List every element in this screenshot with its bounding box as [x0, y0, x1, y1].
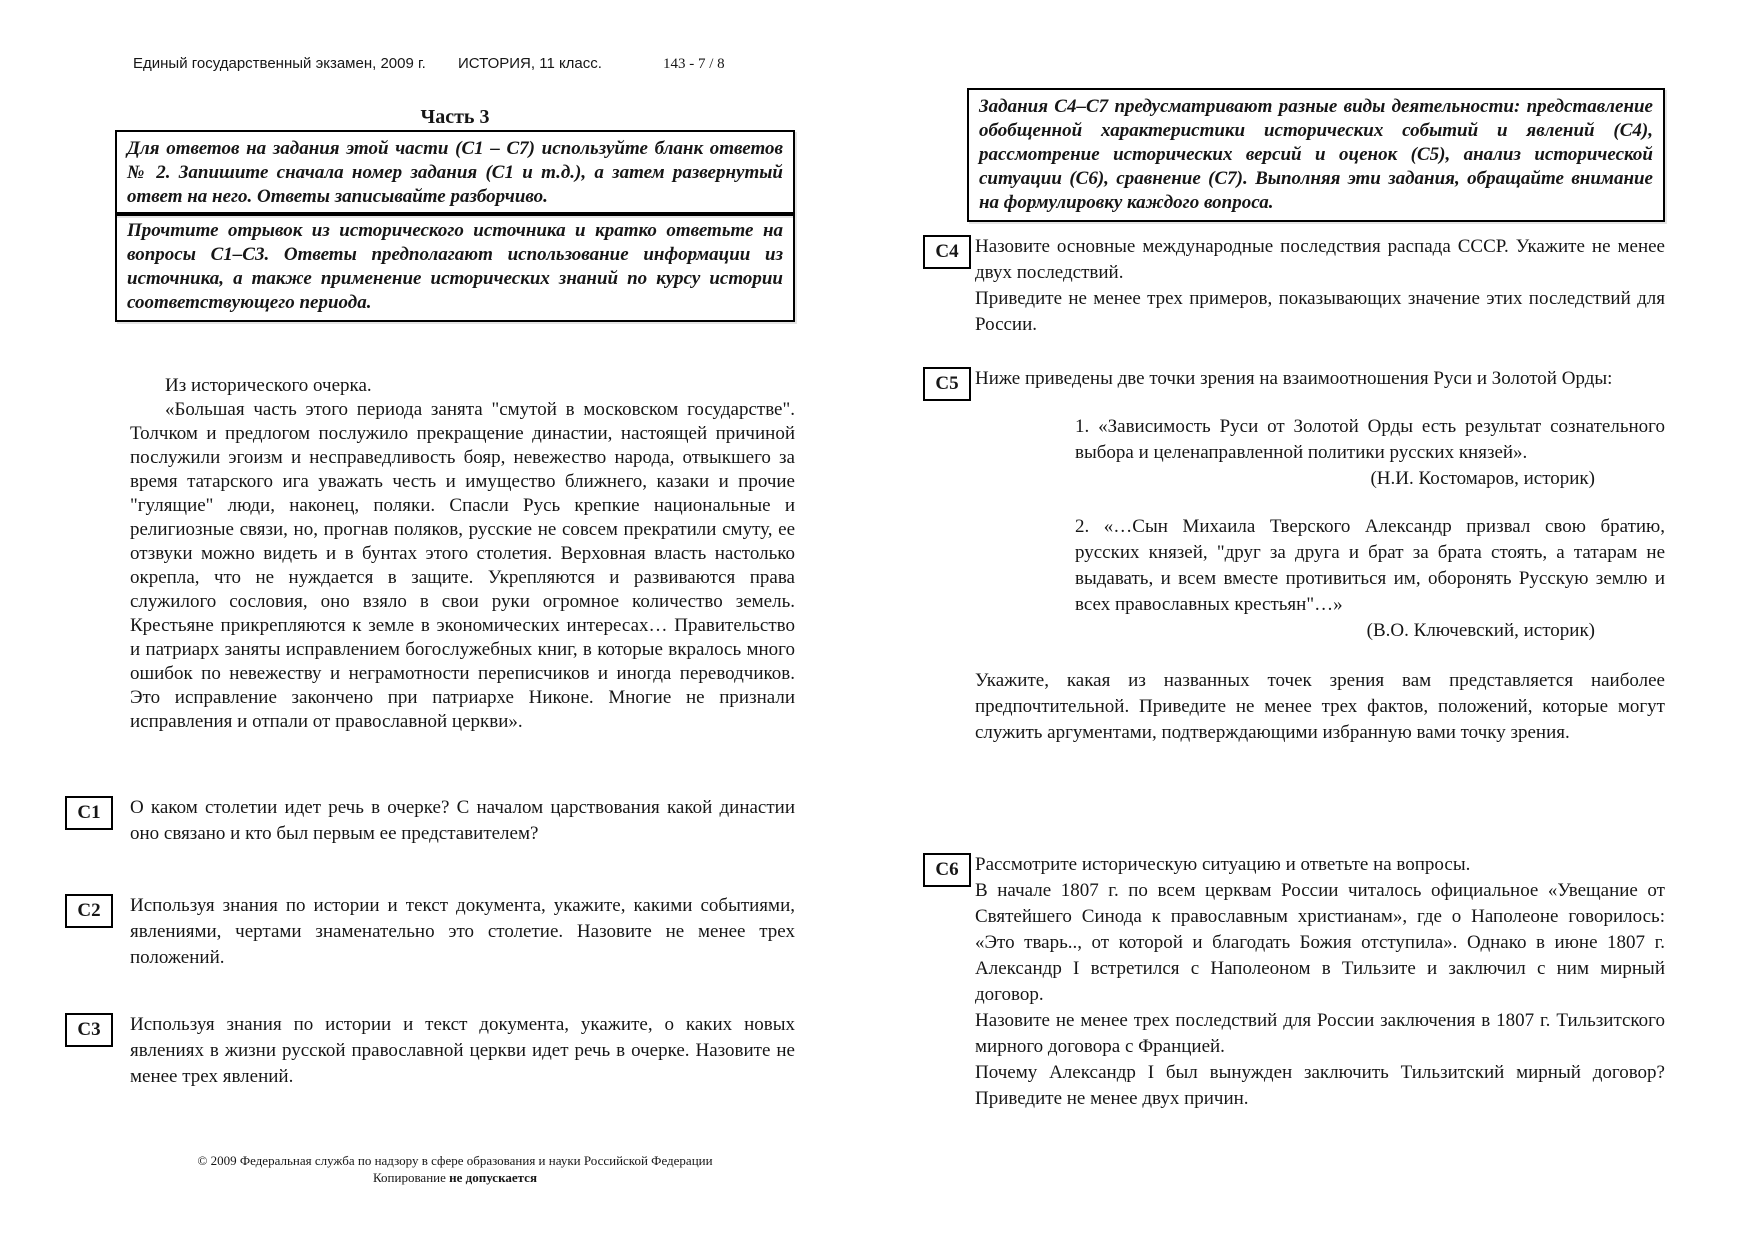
question-c5 — [923, 366, 1665, 746]
header-page-code: 143 - 7 / 8 — [663, 56, 725, 72]
question-label-c3: С3 — [65, 1013, 113, 1047]
c6-paragraph-3: Назовите не менее трех последствий для России заключения в 1807 г. Тильзитского мирного договора с Францией. — [975, 1010, 1665, 1057]
footer-copyright-line: © 2009 Федеральная служба по надзору в сфере образования и науки Российской Федерации — [197, 1153, 713, 1168]
question-text-c1: О каком столетии идет речь в очерке? С началом царствования какой династии оно связано и кто был первым ее представителем? — [130, 797, 795, 844]
answer-sheet-instruction-box: Для ответов на задания этой части (С1 – С7) используйте бланк ответов № 2. Запишите сначала номер задания (С1 и т.д.), а затем развернутый ответ на него. Ответы записывайте разборчиво. — [115, 130, 795, 216]
question-text-c2: Используя знания по истории и текст документа, укажите, какими событиями, явлениями, чертами знаменательно это столетие. Назовите не менее трех положений. — [130, 895, 795, 968]
question-c6 — [923, 852, 1665, 1112]
c5-intro: Ниже приведены две точки зрения на взаимоотношения Руси и Золотой Орды: — [975, 368, 1613, 389]
header-subject: ИСТОРИЯ, 11 класс. — [457, 55, 602, 72]
question-c3 — [65, 1012, 795, 1090]
c5-viewpoint-2 — [1075, 514, 1665, 644]
question-label-c4: С4 — [923, 235, 971, 269]
excerpt-body: «Большая часть этого периода занята "смутой в московском государстве". Толчком и предлогом послужило прекращение династии, настоящей причиной послужили эгоизм и несправедливость бояр, невежество народа, отвыкшего за время татарского ига уважать честь и имущество ближнего, казаки и прочие "гулящие" люди, наконец, поляки. Спасли Русь крепкие национальные и религиозные связи, но, прогнав поляков, русские не совсем прекратили смуту, ее отзвуки можно видеть и в бунтах этого столетия. Верховная власть настолько окрепла, что не нуждается в защите. Укрепляются и развиваются права служилого сословия, оно взяло в свои руки огромное количество земель. Крестьяне прикрепляются к земле в экономических интересах… Правительство и патриарх заняты исправлением богослужебных книг, в которые вкралось много ошибок по невежеству и неграмотности переписчиков и иногда переводчиков. Это исправление закончено при патриархе Никоне. Многие не признали исправления и отпали от православной церкви». — [130, 399, 795, 732]
footer-copy-notice-prefix: Копирование — [373, 1170, 450, 1185]
excerpt-intro: Из исторического очерка. — [165, 375, 372, 396]
c6-paragraph-2: В начале 1807 г. по всем церквам России читалось официальное «Увещание от Святейшего Синода к православным христианам», где о Наполеоне говорилось: «Это тварь.., от которой и благодать Божия отступила». Однако в июне 1807 г. Александр I встретился с Наполеоном в Тильзите и заключил с ним мирный договор. — [975, 880, 1665, 1005]
right-page — [923, 0, 1665, 1239]
question-text-c6 — [975, 852, 1665, 1112]
historical-source-excerpt — [130, 374, 795, 734]
c4-paragraph-2: Приведите не менее трех примеров, показывающих значение этих последствий для России. — [975, 288, 1665, 335]
c5-viewpoint-2-attribution: (В.О. Ключевский, историк) — [1366, 620, 1595, 641]
part-title: Часть 3 — [420, 106, 490, 128]
c5-task: Укажите, какая из названных точек зрения вам представляется наиболее предпочтительной. Приведите не менее трех фактов, положений, которые могут служить аргументами, подтверждающими избранную вами точку зрения. — [975, 670, 1665, 743]
c5-viewpoint-1-attribution: (Н.И. Костомаров, историк) — [1370, 468, 1595, 489]
c4-paragraph-1: Назовите основные международные последствия распада СССР. Укажите не менее двух последствий. — [975, 236, 1665, 283]
question-text-c4 — [975, 234, 1665, 338]
question-label-c2: С2 — [65, 894, 113, 928]
c4-c7-instruction-box: Задания С4–С7 предусматривают разные виды деятельности: представление обобщенной характеристики исторических событий и явлений (С4), рассмотрение исторических версий и оценок (С5), анализ исторической ситуации (С6), сравнение (С7). Выполняя эти задания, обращайте внимание на формулировку каждого вопроса. — [967, 88, 1665, 222]
c5-viewpoint-1 — [1075, 414, 1665, 492]
header-exam-subject — [133, 55, 602, 73]
question-label-c6: С6 — [923, 853, 971, 887]
left-page — [65, 0, 795, 1239]
question-label-c1: С1 — [65, 796, 113, 830]
c6-paragraph-4: Почему Александр I был вынужден заключить Тильзитский мирный договор? Приведите не менее двух причин. — [975, 1062, 1665, 1109]
c6-paragraph-1: Рассмотрите историческую ситуацию и ответьте на вопросы. — [975, 854, 1471, 875]
question-text-c3: Используя знания по истории и текст документа, укажите, о каких новых явлениях в жизни русской православной церкви идет речь в очерке. Назовите не менее трех явлений. — [130, 1014, 795, 1087]
question-label-c5: С5 — [923, 367, 971, 401]
header-exam-title: Единый государственный экзамен, 2009 г. — [133, 55, 426, 72]
question-c1 — [65, 795, 795, 847]
question-c2 — [65, 893, 795, 971]
question-c4 — [923, 234, 1665, 338]
footer-copy-notice — [115, 1169, 795, 1186]
c5-viewpoint-2-text: 2. «…Сын Михаила Тверского Александр призвал свою братию, русских князей, "друг за друга и брат за брата стоять, а татарам не выдавать, и всем вместе противиться им, оборонять Русскую землю и всех православных крестьян"…» — [1075, 516, 1665, 615]
c5-viewpoint-1-text: 1. «Зависимость Руси от Золотой Орды есть результат сознательного выбора и целенаправленной политики русских князей». — [1075, 416, 1665, 463]
source-reading-instruction-box: Прочтите отрывок из исторического источника и кратко ответьте на вопросы С1–С3. Ответы предполагают использование информации из источника, а также применение исторических знаний по курсу истории соответствующего периода. — [115, 212, 795, 322]
question-text-c5 — [975, 366, 1665, 746]
footer-copy-notice-bold: не допускается — [449, 1170, 537, 1185]
copyright-footer — [115, 1152, 795, 1186]
